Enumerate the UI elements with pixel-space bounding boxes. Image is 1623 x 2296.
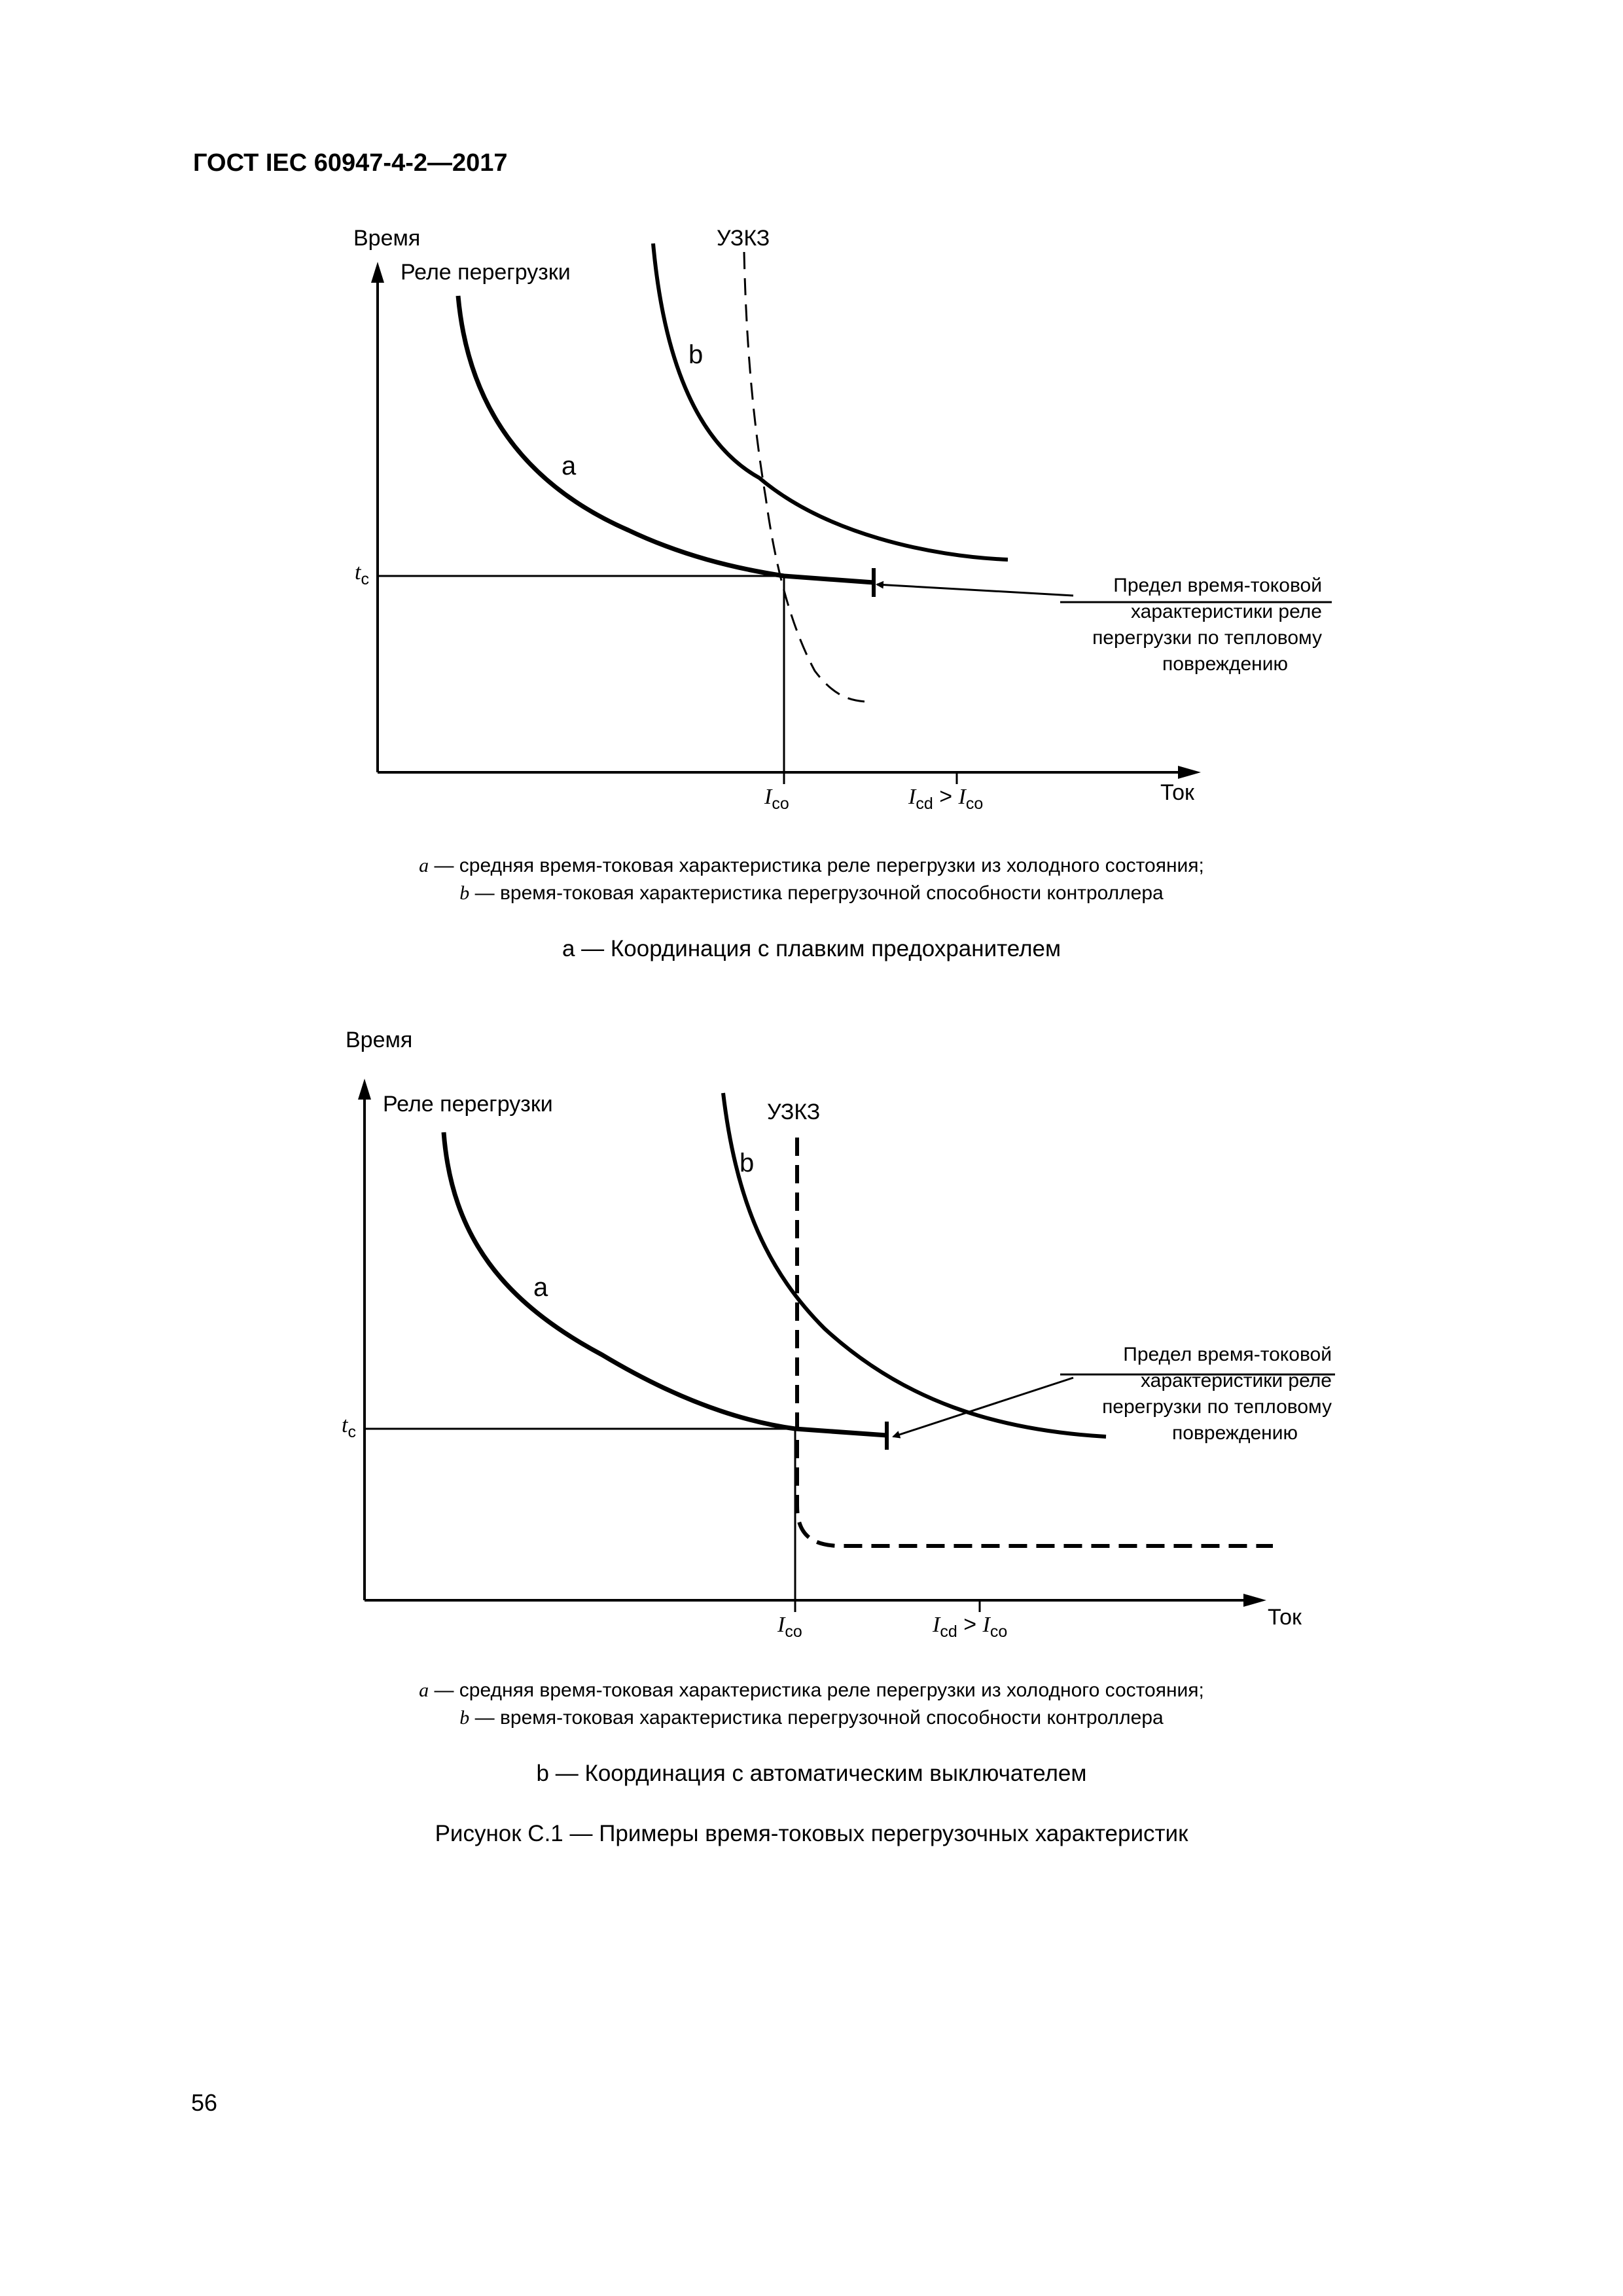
fig-a-curve-a-label: a bbox=[562, 452, 577, 480]
fig-a-y-axis-arrowhead bbox=[371, 262, 384, 283]
fig-a-tc-label: $t_c$ bbox=[355, 560, 369, 588]
fig-b-curve-a bbox=[444, 1132, 887, 1435]
figure-caption: Рисунок С.1 — Примеры время-токовых перегрузочных характеристик bbox=[435, 1821, 1188, 1846]
fig-b-ico-label: $I_{co}$ bbox=[777, 1613, 802, 1641]
fig-a-legend: a — средняя время-токовая характеристика реле перегрузки из холодного состояния; b — время-токовая характеристика перегрузочной способности контроллера bbox=[419, 855, 1204, 904]
fig-a-uzkz-curve bbox=[744, 252, 865, 702]
fig-b-thermal-limit-note: Предел время-токовой характеристики реле перегрузки по тепловому повреждению bbox=[1102, 1344, 1332, 1444]
fig-a-curve-b-label: b bbox=[688, 340, 704, 369]
fig-a-thermal-limit-note: Предел время-токовой характеристики реле перегрузки по тепловому повреждению bbox=[1092, 575, 1322, 675]
fig-b-legend: a — средняя время-токовая характеристика реле перегрузки из холодного состояния; b — время-токовая характеристика перегрузочной способности контроллера bbox=[419, 1679, 1204, 1729]
fig-b-curve-a-label: a bbox=[533, 1273, 548, 1302]
fig-b-caption: b — Координация с автоматическим выключателем bbox=[536, 1761, 1087, 1786]
fig-b-y-axis-label: Время bbox=[346, 1028, 413, 1052]
document-header: ГОСТ IEC 60947-4-2—2017 bbox=[193, 149, 508, 177]
figure-a-diagram bbox=[371, 243, 1332, 784]
fig-b-curve-b-label: b bbox=[740, 1149, 755, 1177]
fig-a-caption: а — Координация с плавким предохранителем bbox=[562, 936, 1061, 961]
fig-a-uzkz-label: УЗКЗ bbox=[717, 226, 770, 251]
fig-a-y-axis-label: Время bbox=[353, 226, 421, 251]
fig-a-curve-a bbox=[458, 296, 874, 583]
fig-a-icd-label: $I_{cd} > I_{co}$ bbox=[908, 784, 984, 813]
page-number: 56 bbox=[191, 2089, 218, 2116]
fig-b-note-pointer bbox=[893, 1378, 1073, 1437]
fig-b-x-axis-label: Ток bbox=[1268, 1605, 1302, 1630]
fig-b-y-axis-arrowhead bbox=[358, 1079, 371, 1100]
fig-a-ico-label: $I_{co}$ bbox=[764, 785, 789, 813]
fig-b-overload-relay-label: Реле перегрузки bbox=[383, 1092, 553, 1117]
fig-b-tc-label: $t_c$ bbox=[342, 1413, 356, 1441]
fig-a-curve-b bbox=[653, 243, 1008, 560]
fig-b-icd-label: $I_{cd} > I_{co}$ bbox=[933, 1612, 1008, 1641]
fig-b-x-axis-arrowhead bbox=[1243, 1594, 1266, 1607]
fig-b-uzkz-label: УЗКЗ bbox=[767, 1100, 821, 1124]
fig-a-overload-relay-label: Реле перегрузки bbox=[401, 260, 571, 285]
fig-a-x-axis-arrowhead bbox=[1178, 766, 1201, 779]
fig-a-x-axis-label: Ток bbox=[1160, 780, 1194, 805]
